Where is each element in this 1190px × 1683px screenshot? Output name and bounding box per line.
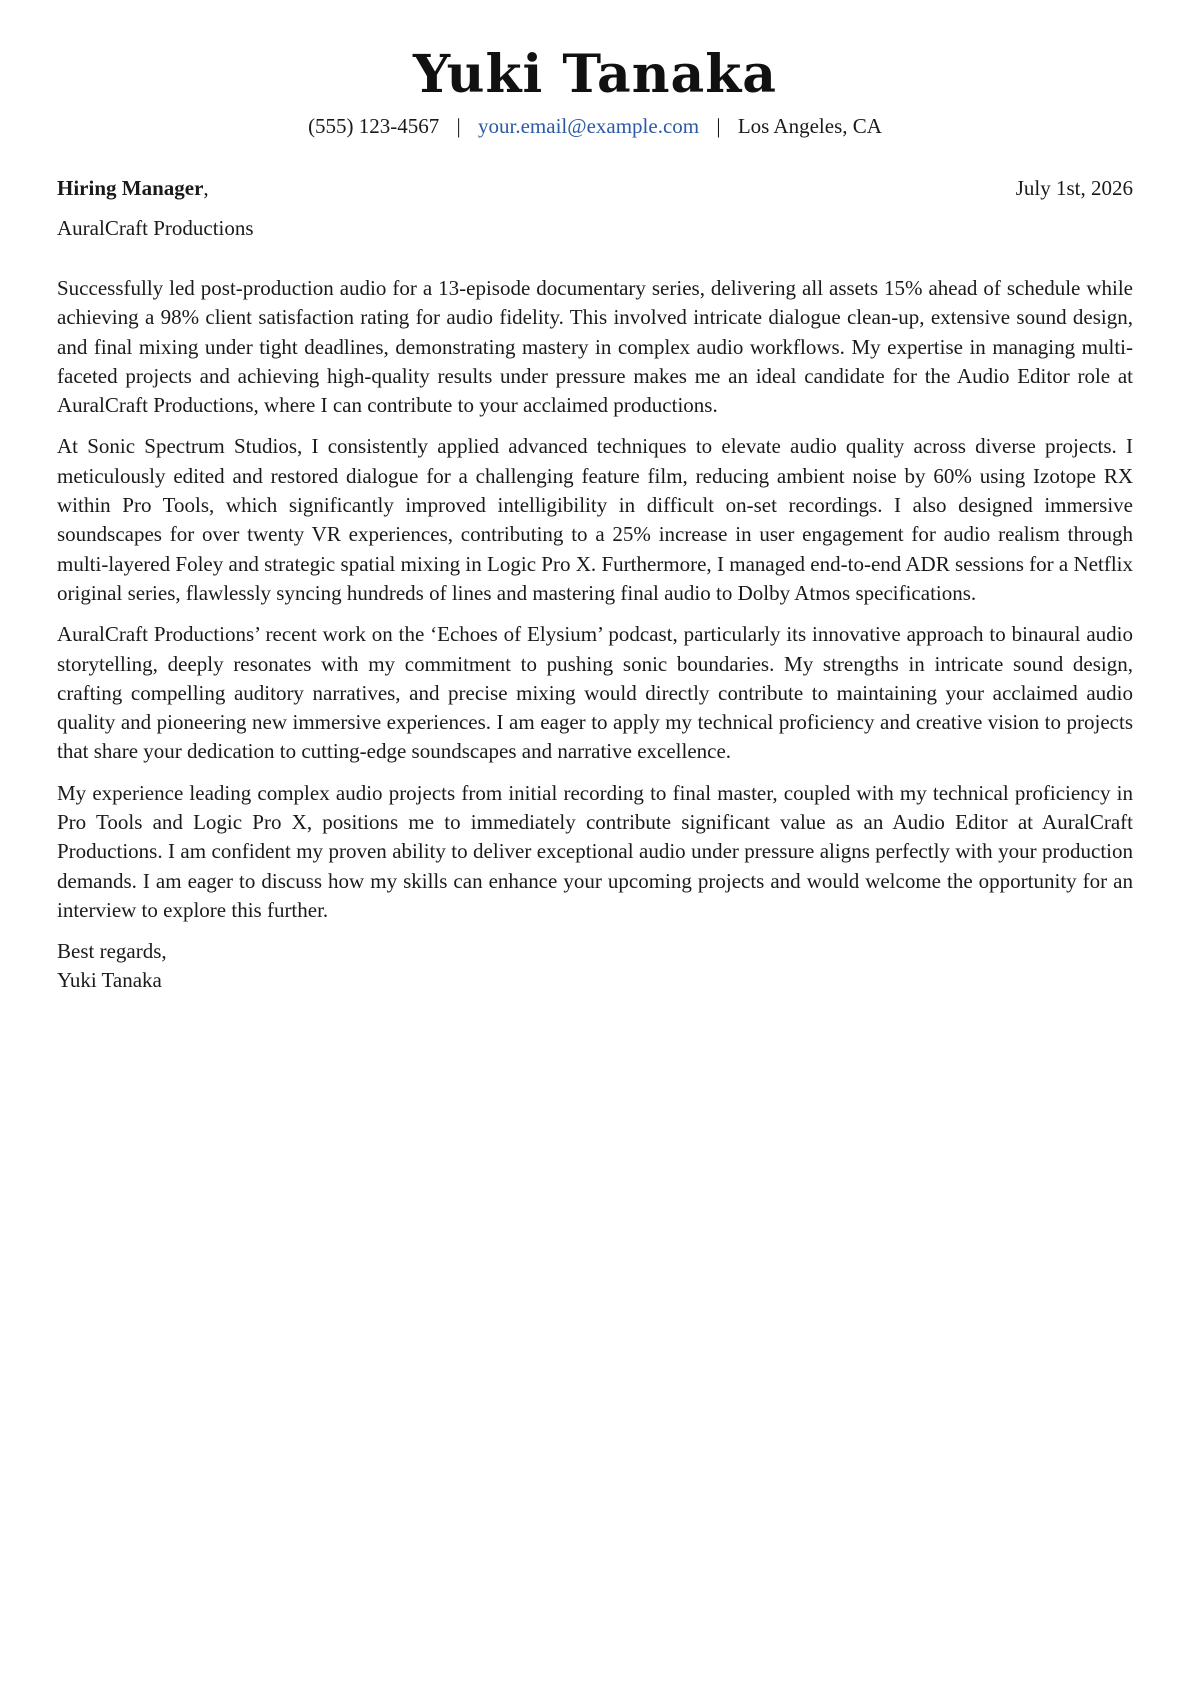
closing-signature: Yuki Tanaka [57,968,162,993]
location: Los Angeles, CA [737,114,882,138]
body-paragraph: AuralCraft Productions’ recent work on the ‘Echoes of Elysium’ podcast, particularly its innovative approach to binaural audio storytelling, deeply resonates with my commitment to pushing sonic boundaries. My strengths in intricate sound design, crafting compelling auditory narratives, and precise mixing would directly contribute to maintaining your acclaimed audio quality and pioneering new immersive experiences. I am eager to apply my technical proficiency and creative vision to projects that share your dedication to cutting-edge soundscapes and narrative excellence. [57,622,1133,764]
closing-salutation: Best regards, [57,939,167,964]
addressee-row [57,174,1133,202]
letter-header [57,0,1133,140]
letter-body [57,274,1133,925]
body-paragraph: My experience leading complex audio projects from initial recording to final master, coupled with my technical proficiency in Pro Tools and Logic Pro X, positions me to immediately contribute significant value as an Audio Editor at AuralCraft Productions. I am confident my proven ability to deliver exceptional audio under pressure aligns perfectly with your production demands. I am eager to discuss how my skills can enhance your upcoming projects and would welcome the opportunity for an interview to explore this further. [57,780,1133,922]
letter-closing [57,937,1133,995]
letter-date: July 1st, 2026 [1015,176,1133,200]
recipient-title: Hiring Manager [57,176,204,200]
recipient-title-suffix: , [203,176,209,200]
sender-name: Yuki Tanaka [413,44,777,105]
contact-separator: | [716,114,721,138]
phone-number: (555) 123-4567 [308,114,440,138]
body-paragraph: Successfully led post-production audio for a 13-episode documentary series, delivering all assets 15% ahead of schedule while achieving a 98% client satisfaction rating for audio fidelity. This involved intricate dialogue clean-up, extensive sound design, and final mixing under tight deadlines, demonstrating mastery in complex audio workflows. My expertise in managing multi-faceted projects and achieving high-quality results under pressure makes me an ideal candidate for the Audio Editor role at AuralCraft Productions, where I can contribute to your acclaimed productions. [57,276,1133,418]
recipient-company: AuralCraft Productions [57,216,254,240]
email-link[interactable]: your.email@example.com [478,114,700,138]
recipient-line [57,174,209,202]
contact-line [57,112,1133,140]
body-paragraph: At Sonic Spectrum Studios, I consistently applied advanced techniques to elevate audio quality across diverse projects. I meticulously edited and restored dialogue for a challenging feature film, reducing ambient noise by 60% using Izotope RX within Pro Tools, which significantly improved intelligibility in difficult on-set recordings. I also designed immersive soundscapes for over twenty VR experiences, contributing to a 25% increase in user engagement for audio realism through multi-layered Foley and strategic spatial mixing in Logic Pro X. Furthermore, I managed end-to-end ADR sessions for a Netflix original series, flawlessly syncing hundreds of lines and mastering final audio to Dolby Atmos specifications. [57,434,1133,605]
contact-separator: | [456,114,461,138]
